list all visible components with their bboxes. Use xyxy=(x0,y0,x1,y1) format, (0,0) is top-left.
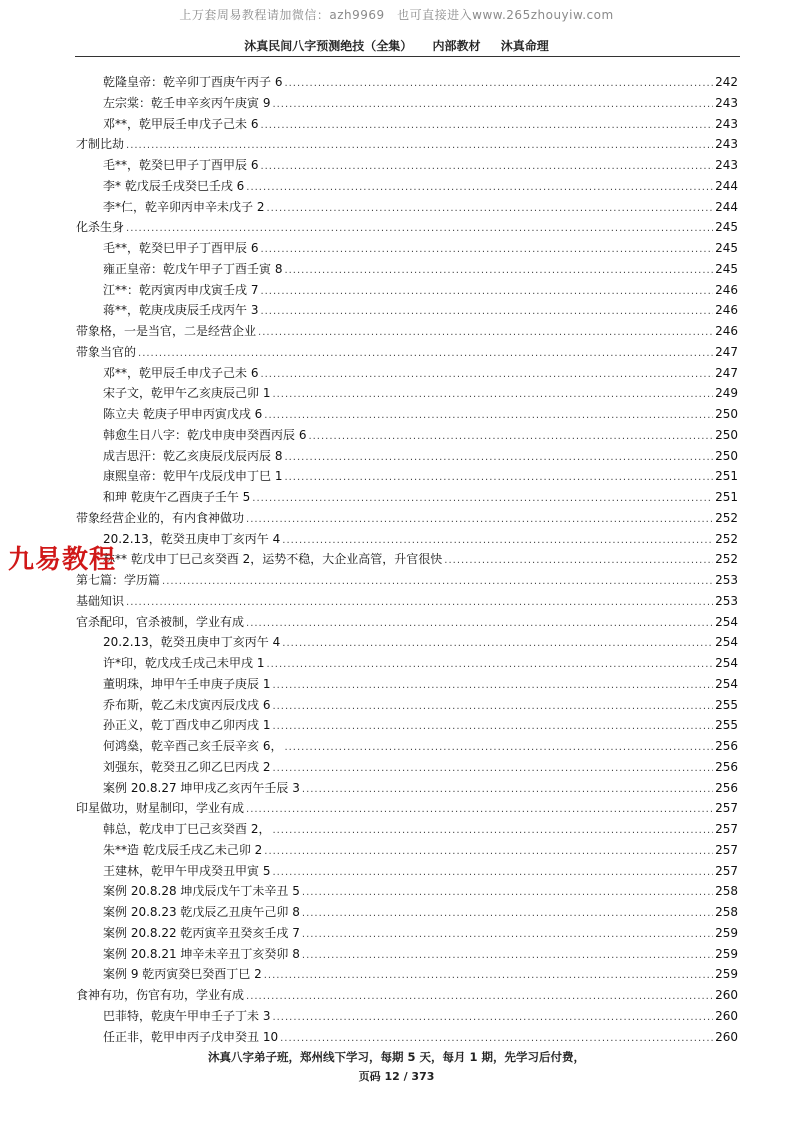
toc-entry-page: 252 xyxy=(715,510,738,525)
toc-entry-page: 255 xyxy=(715,697,738,712)
toc-leader-dots xyxy=(282,634,713,655)
toc-leader-dots xyxy=(272,759,713,780)
toc-entry-title: 王建林，乾甲午甲戌癸丑甲寅 5 xyxy=(103,863,271,878)
toc-entry-page: 243 xyxy=(715,137,738,152)
toc-entry-title: 案例 20.8.23 乾戊辰乙丑庚午己卯 8 xyxy=(103,905,300,919)
toc-entry-page: 258 xyxy=(715,884,738,899)
toc-leader-dots xyxy=(126,219,713,240)
toc-case-entry[interactable] xyxy=(76,238,738,259)
toc-case-entry[interactable] xyxy=(76,778,738,799)
toc-leader-dots xyxy=(246,178,713,199)
toc-section-entry[interactable] xyxy=(76,217,738,238)
toc-entry-title: 康熙皇帝：乾甲午戊辰戊申丁巳 1 xyxy=(103,469,283,484)
toc-entry-title: 第七篇：学历篇 xyxy=(76,573,161,587)
toc-section-entry[interactable] xyxy=(76,570,738,591)
toc-entry-page: 257 xyxy=(715,822,738,836)
toc-case-entry[interactable] xyxy=(76,487,738,508)
toc-entry-title: 任正非，乾甲申丙子戊申癸丑 10 xyxy=(103,1029,279,1044)
toc-entry-page: 247 xyxy=(715,365,738,380)
toc-case-entry[interactable] xyxy=(76,466,738,487)
header-book-title: 沐真民间八字预测绝技（全集） xyxy=(244,39,413,53)
toc-leader-dots xyxy=(302,883,713,904)
toc-entry-title: 巴菲特，乾庚午甲申壬子丁未 3 xyxy=(103,1008,271,1023)
toc-entry-page: 247 xyxy=(715,344,738,359)
watermark-logo: 九易教程 xyxy=(8,545,117,575)
toc-case-entry[interactable] xyxy=(76,653,738,674)
toc-case-entry[interactable] xyxy=(76,944,738,965)
toc-entry-title: 毛**，乾癸巳甲子丁酉甲辰 6 xyxy=(103,241,259,255)
header-author: 沐真命理 xyxy=(500,39,549,53)
toc-leader-dots xyxy=(302,925,713,946)
toc-leader-dots xyxy=(260,240,713,261)
toc-entry-page: 244 xyxy=(715,178,738,193)
toc-entry-title: 蒋**，乾庚戌庚辰壬戌丙午 3 xyxy=(103,303,259,318)
toc-leader-dots xyxy=(284,738,713,759)
toc-case-entry[interactable] xyxy=(76,923,738,944)
toc-case-entry[interactable] xyxy=(76,715,738,736)
toc-entry-page: 260 xyxy=(715,1008,738,1023)
toc-entry-page: 253 xyxy=(715,593,738,608)
toc-case-entry[interactable] xyxy=(76,757,738,778)
toc-case-entry[interactable] xyxy=(76,197,738,218)
toc-leader-dots xyxy=(284,74,713,95)
toc-entry-title: 雍正皇帝：乾戊午甲子丁酉壬寅 8 xyxy=(103,261,283,276)
toc-leader-dots xyxy=(246,987,713,1008)
toc-leader-dots xyxy=(284,261,713,282)
toc-case-entry[interactable] xyxy=(76,176,738,197)
toc-entry-page: 243 xyxy=(715,116,738,131)
toc-section-entry[interactable] xyxy=(76,612,738,633)
toc-leader-dots xyxy=(260,302,713,323)
page-number: 页码 12 / 373 xyxy=(358,1070,435,1083)
toc-case-entry[interactable] xyxy=(76,446,738,467)
toc-entry-page: 245 xyxy=(715,261,738,276)
toc-entry-title: 和珅 乾庚午乙酉庚子壬午 5 xyxy=(103,490,251,504)
toc-entry-page: 245 xyxy=(715,220,738,235)
toc-leader-dots xyxy=(260,157,713,178)
toc-entry-page: 245 xyxy=(715,241,738,255)
toc-entry-page: 243 xyxy=(715,95,738,110)
toc-case-entry[interactable] xyxy=(76,383,738,404)
toc-entry-title: 李*仁，乾辛卯丙申辛未戊子 2 xyxy=(103,199,265,214)
header-internal-label: 内部教材 xyxy=(432,39,481,53)
toc-leader-dots xyxy=(162,572,713,593)
toc-entry-page: 260 xyxy=(715,1029,738,1044)
toc-leader-dots xyxy=(272,697,713,718)
toc-case-entry[interactable] xyxy=(76,736,738,757)
toc-entry-title: 左宗棠：乾壬申辛亥丙午庚寅 9 xyxy=(103,95,271,110)
toc-entry-page: 246 xyxy=(715,303,738,318)
toc-case-entry[interactable] xyxy=(76,902,738,923)
toc-case-entry[interactable] xyxy=(76,1006,738,1027)
toc-entry-page: 253 xyxy=(715,573,738,587)
toc-case-entry[interactable] xyxy=(76,819,738,840)
toc-case-entry[interactable] xyxy=(76,881,738,902)
toc-leader-dots xyxy=(444,551,713,572)
toc-case-entry[interactable] xyxy=(76,632,738,653)
toc-section-entry[interactable] xyxy=(76,985,738,1006)
toc-entry-title: 江**：乾丙寅丙申戊寅壬戌 7 xyxy=(103,282,259,297)
toc-entry-title: 成吉思汗：乾乙亥庚辰戊辰丙辰 8 xyxy=(103,448,283,463)
toc-entry-title: 化杀生身 xyxy=(76,220,125,235)
toc-leader-dots xyxy=(272,95,713,116)
toc-section-entry[interactable] xyxy=(76,508,738,529)
toc-entry-title: 陈立夫 乾庚子甲申丙寅戊戌 6 xyxy=(103,407,263,421)
toc-entry-page: 260 xyxy=(715,988,738,1002)
toc-entry-page: 246 xyxy=(715,282,738,297)
toc-leader-dots xyxy=(260,116,713,137)
toc-case-entry[interactable] xyxy=(76,840,738,861)
table-of-contents xyxy=(76,72,738,1047)
toc-entry-page: 246 xyxy=(715,324,738,338)
toc-entry-page: 244 xyxy=(715,199,738,214)
toc-entry-title: 邓**，乾甲辰壬申戊子己未 6 xyxy=(103,365,259,380)
toc-case-entry[interactable] xyxy=(76,155,738,176)
toc-leader-dots xyxy=(302,904,713,925)
toc-entry-page: 249 xyxy=(715,386,738,401)
toc-leader-dots xyxy=(246,800,713,821)
toc-case-entry[interactable] xyxy=(76,861,738,882)
header-rule xyxy=(75,56,740,57)
toc-case-entry[interactable] xyxy=(76,964,738,985)
toc-entry-title: 才制比劫 xyxy=(76,137,125,152)
toc-entry-page: 256 xyxy=(715,780,738,795)
toc-entry-title: 乾隆皇帝：乾辛卯丁酉庚午丙子 6 xyxy=(103,75,283,89)
toc-entry-page: 242 xyxy=(715,75,738,89)
toc-leader-dots xyxy=(266,199,713,220)
toc-entry-page: 259 xyxy=(715,925,738,940)
toc-entry-title: 孙正义，乾丁酉戊申乙卯丙戌 1 xyxy=(103,718,271,733)
toc-entry-page: 254 xyxy=(715,676,738,691)
toc-entry-page: 254 xyxy=(715,614,738,629)
toc-leader-dots xyxy=(264,966,713,987)
toc-case-entry[interactable] xyxy=(76,425,738,446)
toc-leader-dots xyxy=(302,946,713,967)
toc-leader-dots xyxy=(246,614,713,635)
toc-entry-title: 官杀配印，官杀被制，学业有成 xyxy=(76,614,245,629)
toc-entry-title: 印星做功，财星制印，学业有成 xyxy=(76,801,245,816)
toc-entry-title: 宋子文，乾甲午乙亥庚辰己卯 1 xyxy=(103,386,271,401)
document-header xyxy=(0,37,793,54)
toc-leader-dots xyxy=(302,780,713,801)
toc-case-entry[interactable] xyxy=(76,72,738,93)
toc-case-entry[interactable] xyxy=(76,114,738,135)
toc-entry-page: 254 xyxy=(715,635,738,650)
toc-entry-page: 256 xyxy=(715,759,738,774)
toc-leader-dots xyxy=(272,676,713,697)
toc-leader-dots xyxy=(126,136,713,157)
toc-entry-page: 256 xyxy=(715,739,738,753)
toc-entry-title: 案例 9 乾丙寅癸巳癸酉丁巳 2 xyxy=(103,967,262,982)
toc-entry-title: 邓**，乾甲辰壬申戊子己未 6 xyxy=(103,116,259,131)
toc-entry-title: 何鸿燊，乾辛酉己亥壬辰辛亥 6， xyxy=(103,739,283,753)
toc-entry-page: 259 xyxy=(715,946,738,961)
toc-entry-page: 258 xyxy=(715,905,738,919)
toc-entry-title: 20.2.13，乾癸丑庚申丁亥丙午 4 xyxy=(103,531,281,546)
toc-leader-dots xyxy=(272,717,713,738)
toc-entry-title: 带象当官的 xyxy=(76,344,137,359)
toc-leader-dots xyxy=(266,655,713,676)
toc-leader-dots xyxy=(138,344,713,365)
toc-entry-title: 20.2.13，乾癸丑庚申丁亥丙午 4 xyxy=(103,635,281,650)
toc-section-entry[interactable] xyxy=(76,591,738,612)
toc-leader-dots xyxy=(126,593,713,614)
toc-entry-title: 许*印，乾戊戌壬戌己未甲戌 1 xyxy=(103,656,265,670)
toc-entry-title: 韩总，乾戊申丁巳己亥癸酉 2， xyxy=(103,822,271,836)
toc-leader-dots xyxy=(284,448,713,469)
toc-section-entry[interactable] xyxy=(76,798,738,819)
toc-case-entry[interactable] xyxy=(76,280,738,301)
toc-leader-dots xyxy=(258,323,713,344)
toc-entry-title: 毛**，乾癸巳甲子丁酉甲辰 6 xyxy=(103,158,259,172)
toc-entry-page: 250 xyxy=(715,407,738,421)
toc-case-entry[interactable] xyxy=(76,300,738,321)
toc-leader-dots xyxy=(272,821,713,842)
toc-entry-page: 250 xyxy=(715,448,738,463)
toc-entry-title: 案例 20.8.28 坤戊辰戊午丁未辛丑 5 xyxy=(103,884,300,899)
toc-entry-title: 食神有功，伤官有功，学业有成 xyxy=(76,988,245,1002)
toc-leader-dots xyxy=(264,842,713,863)
toc-leader-dots xyxy=(272,385,713,406)
toc-entry-title: 带象经营企业的，有内食神做功 xyxy=(76,510,245,525)
toc-entry-page: 257 xyxy=(715,801,738,816)
toc-section-entry[interactable] xyxy=(76,134,738,155)
toc-leader-dots xyxy=(252,489,713,510)
toc-leader-dots xyxy=(308,427,713,448)
toc-case-entry[interactable] xyxy=(76,674,738,695)
toc-case-entry[interactable] xyxy=(76,404,738,425)
toc-section-entry[interactable] xyxy=(76,321,738,342)
toc-entry-page: 251 xyxy=(715,490,738,504)
toc-leader-dots xyxy=(280,1029,713,1050)
toc-entry-page: 257 xyxy=(715,842,738,857)
toc-entry-title: 韩愈生日八字：乾戊申庚申癸酉丙辰 6 xyxy=(103,427,307,442)
toc-case-entry[interactable] xyxy=(76,259,738,280)
toc-entry-page: 259 xyxy=(715,967,738,982)
toc-entry-title: 案例 20.8.27 坤甲戌乙亥丙午壬辰 3 xyxy=(103,780,300,795)
toc-entry-title: 带象格，一是当官，二是经营企业 xyxy=(76,324,257,338)
toc-entry-title: 朱**造 乾戊辰壬戌乙未己卯 2 xyxy=(103,842,263,857)
toc-case-entry[interactable] xyxy=(76,93,738,114)
toc-entry-page: 254 xyxy=(715,656,738,670)
toc-entry-page: 252 xyxy=(715,531,738,546)
toc-leader-dots xyxy=(284,468,713,489)
toc-entry-title: 刘强东，乾癸丑乙卯乙巳丙戌 2 xyxy=(103,759,271,774)
toc-case-entry[interactable] xyxy=(76,529,738,550)
toc-leader-dots xyxy=(282,531,713,552)
toc-case-entry[interactable] xyxy=(76,363,738,384)
toc-leader-dots xyxy=(260,365,713,386)
toc-entry-title: 乔布斯，乾乙未戊寅丙辰戊戌 6 xyxy=(103,697,271,712)
toc-entry-title: 董明珠，坤甲午壬申庚子庚辰 1 xyxy=(103,676,271,691)
toc-leader-dots xyxy=(272,863,713,884)
toc-entry-page: 257 xyxy=(715,863,738,878)
toc-entry-page: 250 xyxy=(715,427,738,442)
toc-entry-page: 251 xyxy=(715,469,738,484)
toc-leader-dots xyxy=(246,510,713,531)
toc-entry-title: 案例 20.8.21 坤辛未辛丑丁亥癸卯 8 xyxy=(103,946,300,961)
toc-entry-title: 林** 乾戊申丁巳己亥癸酉 2，运势不稳，大企业高管，升官很快 xyxy=(103,552,443,567)
top-banner: 上万套周易教程请加微信：azh9969 也可直接进入www.265zhouyiw.com xyxy=(179,8,614,22)
toc-leader-dots xyxy=(260,282,713,303)
toc-section-entry[interactable] xyxy=(76,342,738,363)
toc-leader-dots xyxy=(264,406,713,427)
toc-entry-title: 李* 乾戊辰壬戌癸巳壬戌 6 xyxy=(103,178,245,193)
toc-case-entry[interactable] xyxy=(76,1027,738,1048)
toc-entry-page: 252 xyxy=(715,552,738,567)
toc-entry-title: 案例 20.8.22 乾丙寅辛丑癸亥壬戌 7 xyxy=(103,925,300,940)
toc-entry-title: 基础知识 xyxy=(76,593,125,608)
toc-entry-page: 255 xyxy=(715,718,738,733)
toc-entry-page: 243 xyxy=(715,158,738,172)
footer-ad: 沐真八字弟子班，郑州线下学习，每期 5 天，每月 1 期，先学习后付费， xyxy=(207,1050,585,1064)
toc-case-entry[interactable] xyxy=(76,549,738,570)
toc-leader-dots xyxy=(272,1008,713,1029)
toc-case-entry[interactable] xyxy=(76,695,738,716)
